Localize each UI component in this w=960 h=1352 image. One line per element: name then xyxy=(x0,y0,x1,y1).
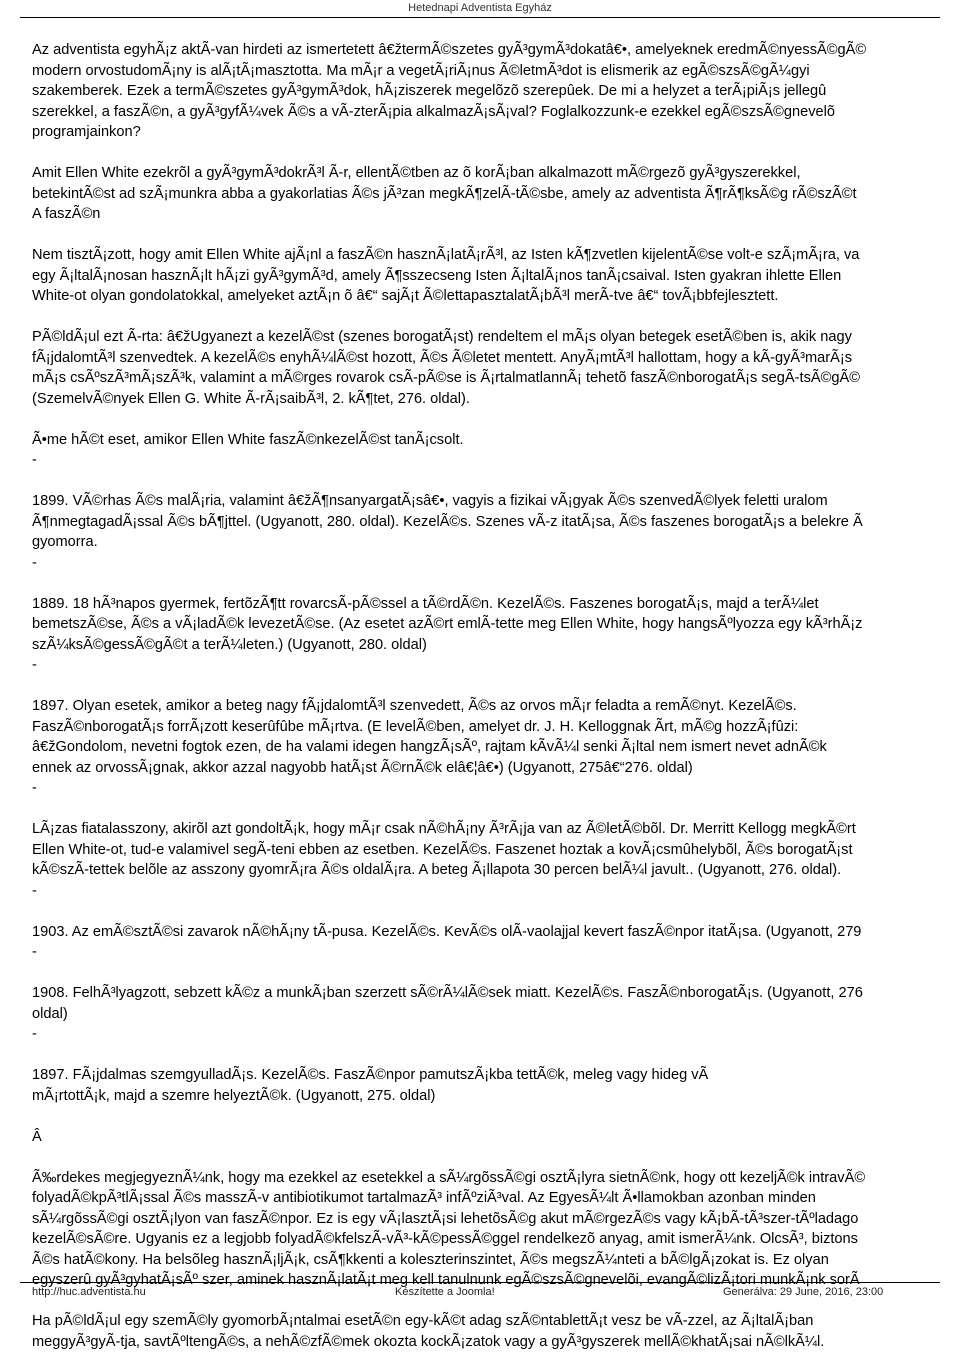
text-line: meggyÃ³gyÃ-tja, savtÃºltengÃ©s, a nehÃ©zfÃ©mek okozta kockÃ¡zatok vagy a gyÃ³gyszerek mellÃ©khatÃ¡sai nÃ©lkÃ¼l. xyxy=(32,1332,960,1352)
text-line: Ellen White-ot, tud-e valamivel segÃ-teni ebben az esetben. KezelÃ©s. Faszenet hoztak a kovÃ¡csmûhelybõl, Ã©s borogatÃ¡st xyxy=(32,840,960,861)
text-line: Nem tisztÃ¡zott, hogy amit Ellen White ajÃ¡nl a faszÃ©n hasznÃ¡latÃ¡rÃ³l, az Isten kÃ¶zvetlen kijelentÃ©se volt-e szÃ¡mÃ¡ra, va xyxy=(32,245,960,266)
text-line: 1899. VÃ©rhas Ã©s malÃ¡ria, valamint â€žÃ¶nsanyargatÃ¡sâ€•, vagyis a fizikai vÃ¡gyak Ã©s szenvedÃ©lyek feletti uralom xyxy=(32,491,960,512)
text-line: egy Ã¡ltalÃ¡nosan hasznÃ¡lt hÃ¡zi gyÃ³gymÃ³d, amely Ã¶sszecseng Isten Ã¡ltalÃ¡nos tanÃ¡csaival. Isten gyakran ihlette Ellen xyxy=(32,266,960,287)
blank-line xyxy=(32,1106,960,1127)
blank-line xyxy=(32,471,960,492)
blank-line xyxy=(32,799,960,820)
separator-dash: - xyxy=(32,942,960,963)
text-line: kÃ©szÃ-tettek belõle az asszony gyomrÃ¡ra Ã©s oldalÃ¡ra. A beteg Ã¡llapota 30 percen belÃ¼l javult.. (Ugyanott, 276. oldal). xyxy=(32,860,960,881)
text-line: Â xyxy=(32,1127,960,1148)
page-footer xyxy=(32,1285,960,1299)
blank-line xyxy=(32,409,960,430)
text-line: White-ot olyan gondolatokkal, amelyeket aztÃ¡n õ â€“ sajÃ¡t Ã©lettapasztalatÃ¡bÃ³l merÃ-tve â€“ tovÃ¡bbfejlesztett. xyxy=(32,286,960,307)
text-line: betekintÃ©st ad szÃ¡munkra abba a gyakorlatias Ã©s jÃ³zan megkÃ¶zelÃ-tÃ©sbe, amely az adventista Ã¶rÃ¶ksÃ©g rÃ©szÃ©t xyxy=(32,184,960,205)
article-body xyxy=(32,40,960,1280)
separator-dash: - xyxy=(32,553,960,574)
text-line: FaszÃ©nborogatÃ¡s forrÃ¡zott keserûfûbe mÃ¡rtva. (E levelÃ©ben, amelyet dr. J. H. Kelloggnak Ãrt, mÃ©g hozzÃ¡fûzi: xyxy=(32,717,960,738)
text-line: 1897. Olyan esetek, amikor a beteg nagy fÃ¡jdalomtÃ³l szenvedett, Ã©s az orvos mÃ¡r feladta a remÃ©nyt. KezelÃ©s. xyxy=(32,696,960,717)
footer-made-with: Készítette a Joomla! xyxy=(395,1285,495,1299)
separator-dash: - xyxy=(32,1024,960,1045)
separator-dash: - xyxy=(32,881,960,902)
blank-line xyxy=(32,1147,960,1168)
footer-divider xyxy=(20,1282,940,1283)
text-line: fÃ¡jdalomtÃ³l szenvedtek. A kezelÃ©s enyhÃ¼lÃ©st hozott, Ã©s Ã©letet mentett. AnyÃ¡mtÃ³l hallottam, hogy a kÃ-gyÃ³marÃ¡s xyxy=(32,348,960,369)
blank-line xyxy=(32,225,960,246)
text-line: mÃ¡s csÃºszÃ³mÃ¡szÃ³k, valamint a mÃ©rges rovarok csÃ-pÃ©se is Ã¡rtalmatlannÃ¡ tehetõ faszÃ©nborogatÃ¡s segÃ-tsÃ©gÃ© xyxy=(32,368,960,389)
text-line: programjainkon? xyxy=(32,122,960,143)
separator-dash: - xyxy=(32,655,960,676)
text-line: Amit Ellen White ezekrõl a gyÃ³gymÃ³dokrÃ³l Ã-r, ellentÃ©tben az õ korÃ¡ban alkalmazott mÃ©rgezõ gyÃ³gyszerekkel, xyxy=(32,163,960,184)
text-line: Ã‰rdekes megjegyeznÃ¼nk, hogy ma ezekkel az esetekkel a sÃ¼rgõssÃ©gi osztÃ¡lyra sietnÃ©nk, hogy ott kezeljÃ©k intravÃ© xyxy=(32,1168,960,1189)
text-line: A faszÃ©n xyxy=(32,204,960,225)
text-line: 1897. FÃ¡jdalmas szemgyulladÃ¡s. KezelÃ©s. FaszÃ©npor pamutszÃ¡kba tettÃ©k, meleg vagy hideg vÃ xyxy=(32,1065,960,1086)
text-line: modern orvostudomÃ¡ny is alÃ¡tÃ¡masztotta. Ma mÃ¡r a vegetÃ¡riÃ¡nus Ã©letmÃ³dot is elismerik az egÃ©szsÃ©gÃ¼gyi xyxy=(32,61,960,82)
text-line: â€žGondolom, nevetni fogtok ezen, de ha valami idegen hangzÃ¡sÃº, rajtam kÃvÃ¼l senki Ã¡ltal nem ismert nevet adnÃ©k xyxy=(32,737,960,758)
text-line: ennek az orvossÃ¡gnak, akkor azzal nagyobb hatÃ¡st Ã©rnÃ©k elâ€¦â€•) (Ugyanott, 275â€“276. oldal) xyxy=(32,758,960,779)
blank-line xyxy=(32,573,960,594)
text-line: Ã•me hÃ©t eset, amikor Ellen White faszÃ©nkezelÃ©st tanÃ¡csolt. xyxy=(32,430,960,451)
text-line: mÃ¡rtottÃ¡k, majd a szemre helyeztÃ©k. (Ugyanott, 275. oldal) xyxy=(32,1086,960,1107)
text-line: Az adventista egyhÃ¡z aktÃ-van hirdeti az ismertetett â€žtermÃ©szetes gyÃ³gymÃ³dokatâ€•, amelyeknek eredmÃ©nyessÃ©gÃ© xyxy=(32,40,960,61)
text-line: sÃ¼rgõssÃ©gi osztÃ¡lyon van faszÃ©npor. Ez is egy vÃ¡lasztÃ¡si lehetõsÃ©g akut mÃ©rgezÃ©s vagy kÃ¡bÃ-tÃ³szer-tÃºladago xyxy=(32,1209,960,1230)
text-line: szakemberek. Ezek a termÃ©szetes gyÃ³gymÃ³dok, hÃ¡ziszerek megelõzõ szerepûek. De mi a helyzet a terÃ¡piÃ¡s jellegû xyxy=(32,81,960,102)
page-header xyxy=(0,0,960,18)
text-line: egyszerû gyÃ³gyhatÃ¡sÃº szer, aminek hasznÃ¡latÃ¡t meg kell tanulnunk egÃ©szsÃ©gnevelõi, evangÃ©lizÃ¡tori munkÃ¡nk sorÃ xyxy=(32,1270,960,1291)
header-divider xyxy=(20,17,940,18)
text-line: 1903. Az emÃ©sztÃ©si zavarok nÃ©hÃ¡ny tÃ-pusa. KezelÃ©s. KevÃ©s olÃ-vaolajjal kevert faszÃ©npor itatÃ¡sa. (Ugyanott, 279 xyxy=(32,922,960,943)
text-line: szerekkel, a faszÃ©n, a gyÃ³gyfÃ¼vek Ã©s a vÃ-zterÃ¡pia alkalmazÃ¡sÃ¡val? Foglalkozzunk-e ezekkel egÃ©szsÃ©gnevelõ xyxy=(32,102,960,123)
blank-line xyxy=(32,307,960,328)
text-line: gyomorra. xyxy=(32,532,960,553)
text-line: 1908. FelhÃ³lyagzott, sebzett kÃ©z a munkÃ¡ban szerzett sÃ©rÃ¼lÃ©sek miatt. KezelÃ©s. FaszÃ©nborogatÃ¡s. (Ugyanott, 276 xyxy=(32,983,960,1004)
text-line: 1889. 18 hÃ³napos gyermek, fertõzÃ¶tt rovarcsÃ-pÃ©ssel a tÃ©rdÃ©n. KezelÃ©s. Faszenes borogatÃ¡s, majd a terÃ¼let xyxy=(32,594,960,615)
blank-line xyxy=(32,676,960,697)
separator-dash: - xyxy=(32,450,960,471)
text-line: (SzemelvÃ©nyek Ellen G. White Ã-rÃ¡saibÃ³l, 2. kÃ¶tet, 276. oldal). xyxy=(32,389,960,410)
site-title: Hetednapi Adventista Egyház xyxy=(408,2,552,14)
blank-line xyxy=(32,1045,960,1066)
blank-line xyxy=(32,963,960,984)
text-line: bemetszÃ©se, Ã©s a vÃ¡ladÃ©k levezetÃ©se. (Az esetet azÃ©rt emlÃ-tette meg Ellen White, hogy hangsÃºlyozza egy kÃ³rhÃ¡z xyxy=(32,614,960,635)
text-line: PÃ©ldÃ¡ul ezt Ã-rta: â€žUgyanezt a kezelÃ©st (szenes borogatÃ¡st) rendeltem el mÃ¡s olyan betegek esetÃ©ben is, akik nagy xyxy=(32,327,960,348)
text-line: szÃ¼ksÃ©gessÃ©gÃ©t a terÃ¼leten.) (Ugyanott, 280. oldal) xyxy=(32,635,960,656)
separator-dash: - xyxy=(32,778,960,799)
blank-line xyxy=(32,901,960,922)
footer-generated: Generálva: 29 June, 2016, 23:00 xyxy=(723,1285,883,1299)
text-line: oldal) xyxy=(32,1004,960,1025)
text-line: Ã¶nmegtagadÃ¡ssal Ã©s bÃ¶jttel. (Ugyanott, 280. oldal). KezelÃ©s. Szenes vÃ-z itatÃ¡sa, Ã©s faszenes borogatÃ¡s a belekre Ã xyxy=(32,512,960,533)
text-line: Ã©s hatÃ©kony. Ha belsõleg hasznÃ¡ljÃ¡k, csÃ¶kkenti a koleszterinszintet, Ã©s megszÃ¼nteti a bÃ©lgÃ¡zokat is. Ez olyan xyxy=(32,1250,960,1271)
text-line: Ha pÃ©ldÃ¡ul egy szemÃ©ly gyomorbÃ¡ntalmai esetÃ©n egy-kÃ©t adag szÃ©ntablettÃ¡t vesz be vÃ-zzel, az Ã¡ltalÃ¡ban xyxy=(32,1311,960,1332)
text-line: folyadÃ©kpÃ³tlÃ¡ssal Ã©s masszÃ-v antibiotikumot tartalmazÃ³ infÃºziÃ³val. Az EgyesÃ¼lt Ã•llamokban azonban minden xyxy=(32,1188,960,1209)
blank-line xyxy=(32,143,960,164)
text-line: LÃ¡zas fiatalasszony, akirõl azt gondoltÃ¡k, hogy mÃ¡r csak nÃ©hÃ¡ny Ã³rÃ¡ja van az Ã©letÃ©bõl. Dr. Merritt Kellogg megkÃ©rt xyxy=(32,819,960,840)
text-line: kezelÃ©sÃ©re. Ugyanis ez a legjobb folyadÃ©kfelszÃ-vÃ³-kÃ©pessÃ©ggel rendelkezõ anyag, amit ismerÃ¼nk. OlcsÃ³, biztons xyxy=(32,1229,960,1250)
footer-url[interactable]: http://huc.adventista.hu xyxy=(32,1285,146,1299)
